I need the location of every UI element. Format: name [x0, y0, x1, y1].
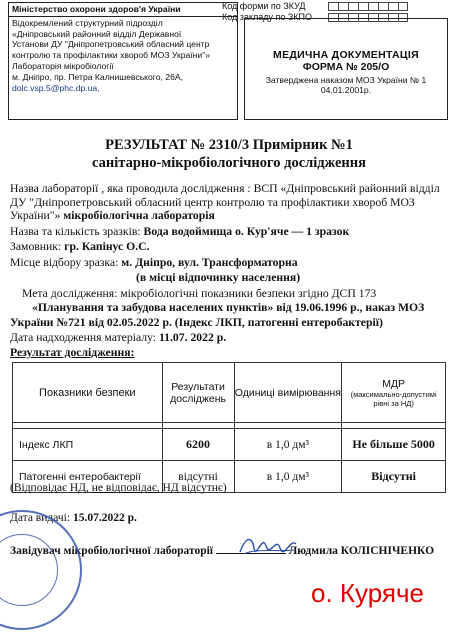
place-note: (в місці відпочинку населення) [136, 271, 301, 284]
purpose-value-1: мікробіологічні показники безпеки згідно ДСП 173 [120, 287, 377, 300]
org-line: Відокремлений структурний підрозділ [12, 17, 163, 28]
lab-info [10, 182, 450, 223]
received-value: 11.07. 2022 р. [158, 331, 227, 344]
indicator-result: відсутні [162, 461, 234, 493]
org-line: м. Дніпро, пр. Петра Калнишевського, 26А, [12, 71, 183, 82]
indicator-name: Патогенні ентеробактерії [13, 461, 163, 493]
indicator-unit: в 1,0 дм³ [234, 461, 342, 493]
indicator-norm: Не більше 5000 [342, 429, 446, 461]
sample-label: Назва та кількість зразків: [10, 225, 141, 238]
col-header-indicators: Показники безпеки [13, 363, 163, 423]
col-header-mdr [342, 363, 446, 423]
zkud-code-row [222, 1, 408, 11]
institution-header [8, 2, 238, 120]
org-line: Установи ДУ "Дніпропетровський обласний центр [12, 39, 210, 50]
sample-info [10, 225, 450, 239]
issue-date-label: Дата видачі: [10, 512, 71, 524]
form-approval: Затверджена наказом МОЗ України № 1 [265, 75, 427, 85]
purpose-value-2: «Планування та забудова населених пунктів» [32, 301, 274, 314]
lab-type: мікробіологічна лабораторія [63, 209, 215, 222]
col-header-results: Результати досліджень [162, 363, 234, 423]
lab-value: ВСП «Дніпровський районний відділ ДУ "Дніпропетровський обласний центр контролю та профілактики хвороб МОЗ України"» [10, 182, 440, 222]
signature-name: Людмила КОЛІСНІЧЕНКО [288, 545, 435, 557]
mdr-note: (максимально-допустимі рівні за НД) [350, 389, 437, 408]
place-value: м. Дніпро, вул. Трансформаторна [121, 256, 298, 269]
table-header-row [13, 363, 446, 423]
mdr-label: МДР [382, 377, 406, 390]
customer-info [10, 240, 450, 254]
issue-date-value: 15.07.2022 р. [72, 512, 137, 524]
table-row [13, 429, 446, 461]
handwritten-signature-icon [236, 530, 300, 560]
sample-value: Вода водоймища о. Кур'яче — 1 зразок [143, 225, 350, 238]
zkud-label: Код форми по ЗКУД [222, 1, 306, 11]
signature-position: Завідувач мікробіологічної лабораторії [10, 545, 213, 557]
compliance-line [10, 482, 227, 494]
customer-label: Замовник: [10, 240, 62, 253]
org-line: «Дніпровський районний відділ Державної [12, 28, 182, 39]
purpose-value-4: України №721 від 02.05.2022 р. (Індекс ЛКП, патогенні ентеробактерії) [10, 316, 383, 329]
received-label: Дата надходження матеріалу: [10, 331, 157, 344]
ministry-name: Міністерство охорони здоров'я України [9, 3, 237, 17]
official-stamp-icon [0, 510, 82, 630]
purpose-info-2 [10, 301, 450, 315]
zkud-boxes [328, 2, 408, 11]
purpose-value-3: від 19.06.1996 р., наказ МОЗ [276, 301, 425, 314]
compliance-suffix: , НД відсутнє) [156, 482, 227, 494]
form-title: МЕДИЧНА ДОКУМЕНТАЦІЯ [273, 49, 419, 61]
compliance-prefix: (Відповідає НД, [10, 482, 89, 494]
handwritten-note: о. Куряче [310, 578, 424, 608]
purpose-label: Мета дослідження: [22, 287, 118, 300]
indicator-norm: Відсутні [342, 461, 446, 493]
org-line: контролю та профілактики хвороб МОЗ України"» [12, 50, 211, 61]
institution-details [9, 17, 237, 95]
indicator-unit: в 1,0 дм³ [234, 429, 342, 461]
form-number: ФОРМА № 205/О [302, 61, 390, 73]
indicator-name: Індекс ЛКП [13, 429, 163, 461]
indicator-result: 6200 [162, 429, 234, 461]
org-line: Лабораторія мікробіології [12, 60, 114, 71]
document-subtitle: санітарно-мікробіологічного дослідження [92, 155, 366, 171]
lab-label: Назва лабораторії , яка проводила дослідження : [10, 182, 251, 195]
results-heading: Результат дослідження: [10, 346, 135, 359]
zkpo-label: Код закладу по ЗКПО [222, 12, 313, 22]
results-table [12, 362, 446, 493]
form-approval-date: 04.01.2001р. [320, 85, 372, 95]
sampling-place [10, 256, 450, 270]
document-title: РЕЗУЛЬТАТ № 2310/3 Примірник №1 [105, 137, 353, 153]
customer-value: гр. Капінус О.С. [64, 240, 150, 253]
place-label: Місце відбору зразка: [10, 256, 119, 269]
received-info [10, 331, 450, 345]
form-header [244, 18, 448, 120]
purpose-info [10, 287, 450, 301]
col-header-units: Одиниці вимірювання [234, 363, 342, 423]
email-link[interactable]: dolc.vsp.5@phc.dp.ua, [12, 82, 100, 93]
compliance-selected: не відповідає [91, 482, 157, 494]
